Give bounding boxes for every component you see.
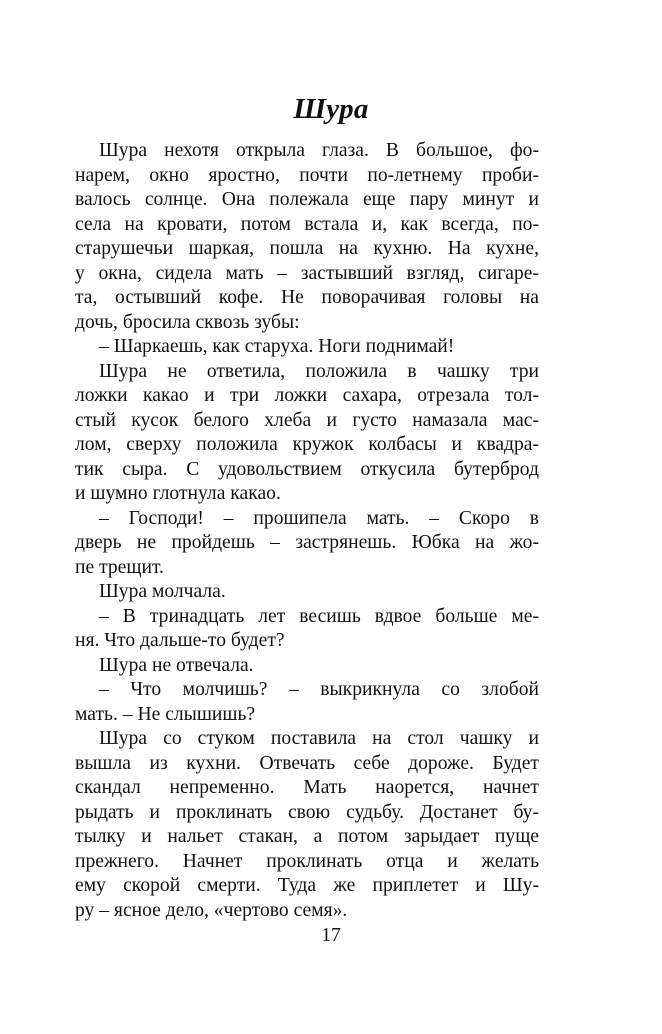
text-line: скандал непременно. Мать наорется, начнет [75,777,539,798]
text-line: ему скорой смерти. Туда же приплетет и Шу- [75,875,539,896]
text-line: рыдать и проклинать свою судьбу. Достанет бу- [75,801,539,823]
text-line: – Шаркаешь, как старуха. Ноги поднимай! [99,336,455,357]
text-line: – Господи! – прошипела мать. – Скоро в [99,507,539,529]
text-line: мать. – Не слышишь? [75,703,256,725]
text-line: Шура молчала. [99,581,226,602]
text-line: дочь, бросила сквозь зубы: [75,311,300,333]
text-line: прежнего. Начнет проклинать отца и желать [75,850,539,872]
text-line: у окна, сидела мать – застывший взгляд, сигаре- [75,262,539,284]
text-line: Шура не отвечала. [99,654,254,676]
text-line: ложки какао и три ложки сахара, отрезала тол- [75,385,539,406]
text-line: ру – ясное дело, «чертово семя». [75,899,348,921]
text-line: – Что молчишь? – выкрикнула со злобой [99,679,539,700]
text-line: села на кровати, потом встала и, как всегда, по- [75,213,539,235]
text-line: ня. Что дальше-то будет? [75,630,285,651]
text-line: стый кусок белого хлеба и густо намазала мас- [75,409,539,431]
text-line: та, остывший кофе. Не поворачивая головы на [75,287,539,308]
text-line: тик сыра. С удовольствием откусила бутерброд [75,458,539,480]
text-line: валось солнце. Она полежала еще пару минут и [75,189,539,210]
text-line: лом, сверху положила кружок колбасы и квадра- [75,434,539,455]
text-line: тылку и нальет стакан, а потом зарыдает пуще [75,826,539,847]
text-line: вышла из кухни. Отвечать себе дороже. Будет [75,752,539,774]
text-line: и шумно глотнула какао. [75,483,281,504]
text-line: пе трещит. [75,556,164,578]
text-line: старушечьи шаркая, пошла на кухню. На кухне, [75,238,539,259]
text-line: дверь не пройдешь – застрянешь. Юбка на жо- [75,532,539,553]
text-line: Шура со стуком поставила на стол чашку и [99,728,539,749]
chapter-title: Шура [293,93,369,125]
text-line: нарем, окно яростно, почти по-летнему проби- [75,164,539,186]
text-line: – В тринадцать лет весишь вдвое больше ме- [99,605,539,627]
body-text [75,139,539,923]
text-line: Шура не ответила, положила в чашку три [99,360,539,382]
page-number: 17 [321,925,341,946]
text-line: Шура нехотя открыла глаза. В большое, фо- [99,140,539,161]
